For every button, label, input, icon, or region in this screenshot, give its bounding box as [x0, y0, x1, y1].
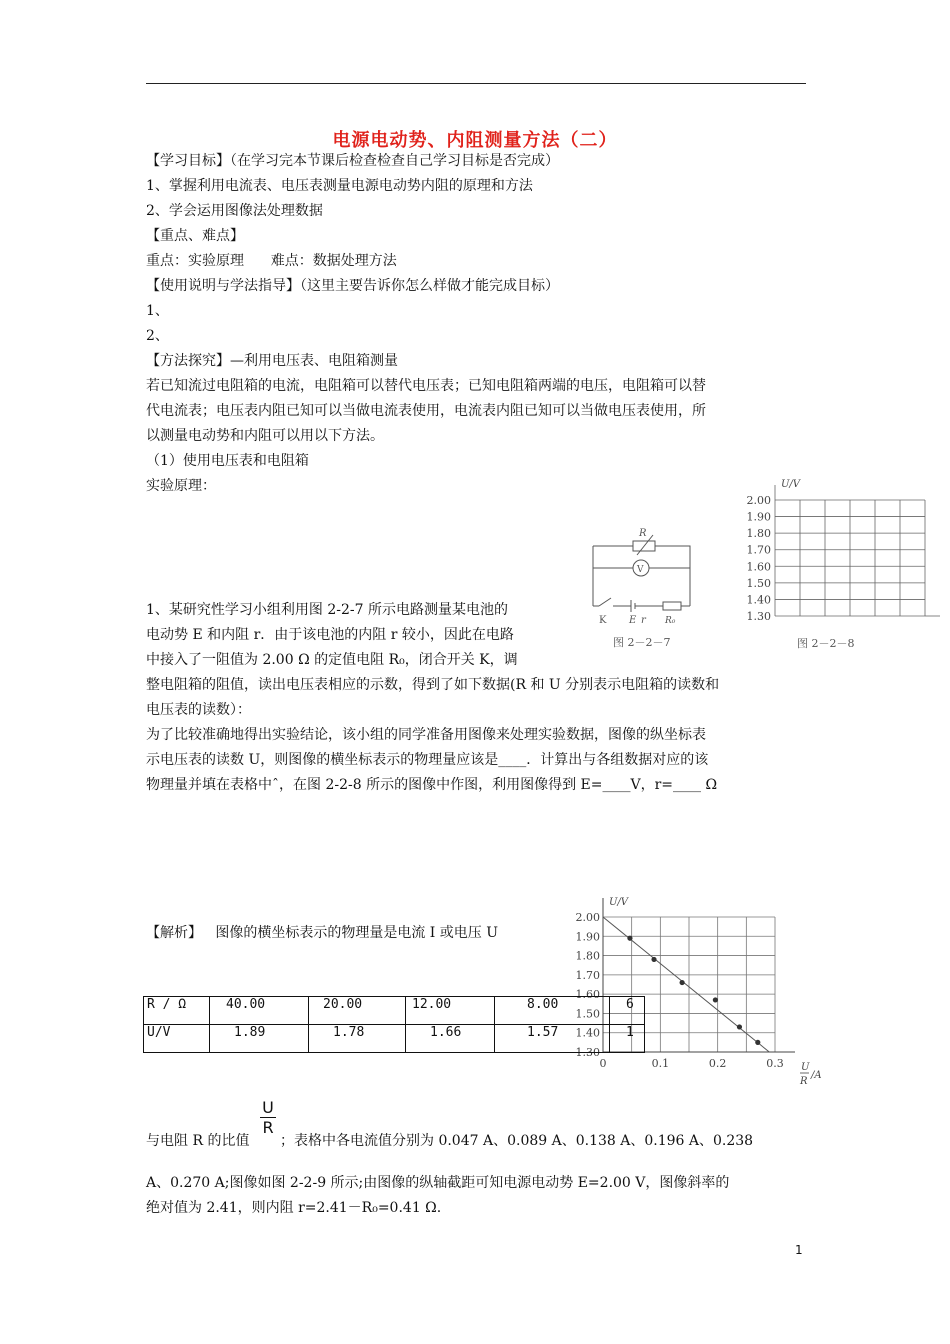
figure-caption: 图 2－2－8	[797, 637, 855, 650]
table-cell: 12.00	[406, 997, 495, 1025]
text-line: 实验原理：	[146, 478, 216, 494]
svg-text:R: R	[800, 1076, 808, 1087]
table-cell: 1	[610, 1025, 645, 1053]
circuit-diagram	[585, 520, 720, 655]
text-line: 电压表的读数）：	[146, 702, 251, 718]
text-line: 2、学会运用图像法处理数据	[146, 203, 323, 219]
y-tick-label: 1.30	[746, 610, 771, 623]
table-row	[144, 1025, 645, 1053]
table-cell: U/V	[144, 1025, 210, 1053]
data-point	[627, 936, 632, 941]
data-point	[713, 997, 718, 1002]
y-tick-label: 2.00	[746, 494, 771, 507]
y-tick-label: 1.50	[746, 576, 771, 590]
y-tick-label: 1.90	[746, 510, 771, 524]
y-tick-label: 1.60	[746, 560, 771, 574]
table-cell: 40.00	[210, 997, 309, 1025]
y-tick-label: 1.60	[575, 988, 600, 1002]
y-tick-label: 1.80	[575, 949, 600, 963]
text-line: 电动势 E 和内阻 r．由于该电池的内阻 r 较小，因此在电路	[146, 627, 514, 643]
empty-grid-figure	[735, 475, 950, 655]
table-cell: 1.57	[495, 1025, 610, 1053]
text-line: 1、	[146, 303, 169, 319]
svg-text:/A: /A	[811, 1070, 822, 1081]
text-line: 【学习目标】（在学习完本节课后检查检查自己学习目标是否完成）	[146, 153, 559, 169]
page-number: 1	[795, 1243, 803, 1257]
fraction-u-over-r	[260, 1098, 276, 1137]
y-tick-label: 1.90	[575, 930, 600, 944]
data-point	[680, 980, 685, 985]
chart-x-label	[799, 1062, 822, 1087]
text-line: 示电压表的读数 U，则图像的横坐标表示的物理量应该是____．计算出与各组数据对应的该	[146, 752, 709, 768]
text-line: 重点：实验原理 难点：数据处理方法	[146, 253, 397, 269]
text-line: 【使用说明与学法指导】（这里主要告诉你怎么样做才能完成目标）	[146, 278, 559, 294]
y-tick-label: 1.80	[746, 527, 771, 541]
y-tick-label: 1.40	[575, 1026, 600, 1040]
text-line: 1、掌握利用电流表、电压表测量电源电动势内阻的原理和方法	[146, 178, 533, 194]
table-cell: 1.66	[406, 1025, 495, 1053]
text-line: 1、某研究性学习小组利用图 2-2-7 所示电路测量某电池的	[146, 602, 508, 618]
label-K: K	[599, 615, 607, 626]
x-tick-label: 0.3	[766, 1057, 784, 1070]
text-line: 整电阻箱的阻值，读出电压表相应的示数，得到了如下数据(R 和 U 分别表示电阻箱的读数和	[146, 677, 720, 693]
y-axis-label: U/V	[781, 479, 801, 490]
figure-caption: 图 2－2－7	[613, 636, 671, 649]
y-tick-label: 2.00	[575, 911, 600, 924]
text-line: 【重点、难点】	[146, 228, 244, 244]
text-line: ；表格中各电流值分别为 0.047 A、0.089 A、0.138 A、0.196 A、0.238	[280, 1133, 754, 1149]
x-tick-label: 0	[599, 1057, 607, 1070]
y-tick-label: 1.70	[575, 968, 600, 982]
svg-text:U: U	[801, 1062, 810, 1073]
table-cell: R / Ω	[144, 997, 210, 1025]
text-line: 若已知流过电阻箱的电流，电阻箱可以替代电压表；已知电阻箱两端的电压，电阻箱可以替	[146, 378, 706, 394]
text-line: 【方法探究】—利用电压表、电阻箱测量	[146, 353, 398, 369]
label-V: V	[637, 565, 644, 575]
page-title: 电源电动势、内阻测量方法（二）	[332, 130, 618, 151]
data-table	[143, 996, 645, 1053]
label-R: R	[639, 528, 647, 539]
fraction-denominator: R	[260, 1117, 276, 1137]
text-line: 2、	[146, 328, 169, 344]
y-tick-label: 1.30	[575, 1046, 600, 1059]
text-line: 以测量电动势和内阻可以用以下方法。	[146, 428, 384, 444]
table-cell: 20.00	[309, 997, 406, 1025]
table-cell: 8.00	[495, 997, 610, 1025]
x-tick-label: 0.1	[651, 1057, 670, 1070]
data-point	[737, 1024, 742, 1029]
text-line: 为了比较准确地得出实验结论，该小组的同学准备用图像来处理实验数据，图像的纵坐标表	[146, 727, 706, 743]
label-R0: R₀	[665, 616, 676, 626]
label-r: r	[641, 615, 646, 626]
label-E: E	[629, 615, 637, 626]
y-tick-label: 1.70	[746, 543, 771, 557]
table-row	[144, 997, 645, 1025]
data-point	[651, 957, 656, 962]
table-cell: 6	[610, 997, 645, 1025]
solution-chart	[565, 890, 845, 1095]
text-line: （1）使用电压表和电阻箱	[146, 453, 309, 469]
text-line: 中接入了一阻值为 2.00 Ω 的定值电阻 R₀，闭合开关 K，调	[146, 652, 518, 668]
table-cell: 1.89	[210, 1025, 309, 1053]
x-tick-label: 0.2	[708, 1057, 727, 1070]
text-line: 绝对值为 2.41，则内阻 r=2.41－R₀=0.41 Ω.	[146, 1200, 442, 1216]
text-line: 物理量并填在表格中ˆ，在图 2-2-8 所示的图像中作图，利用图像得到 E=____V，r=____ Ω	[146, 777, 718, 793]
y-tick-label: 1.40	[746, 593, 771, 607]
text-line: A、0.270 A;图像如图 2-2-9 所示;由图像的纵轴截距可知电源电动势 E=2.00 V，图像斜率的	[146, 1175, 730, 1191]
table-cell: 1.78	[309, 1025, 406, 1053]
fraction-numerator: U	[262, 1098, 274, 1117]
text-line: 与电阻 R 的比值	[146, 1133, 250, 1149]
text-line: 【解析】 图像的横坐标表示的物理量是电流 I 或电压 U	[146, 925, 499, 941]
data-point	[755, 1040, 760, 1045]
chart-y-label: U/V	[609, 897, 629, 908]
header-rule	[146, 83, 806, 84]
y-tick-label: 1.50	[575, 1007, 600, 1021]
text-line: 代电流表；电压表内阻已知可以当做电流表使用，电流表内阻已知可以当做电压表使用，所	[146, 403, 706, 419]
